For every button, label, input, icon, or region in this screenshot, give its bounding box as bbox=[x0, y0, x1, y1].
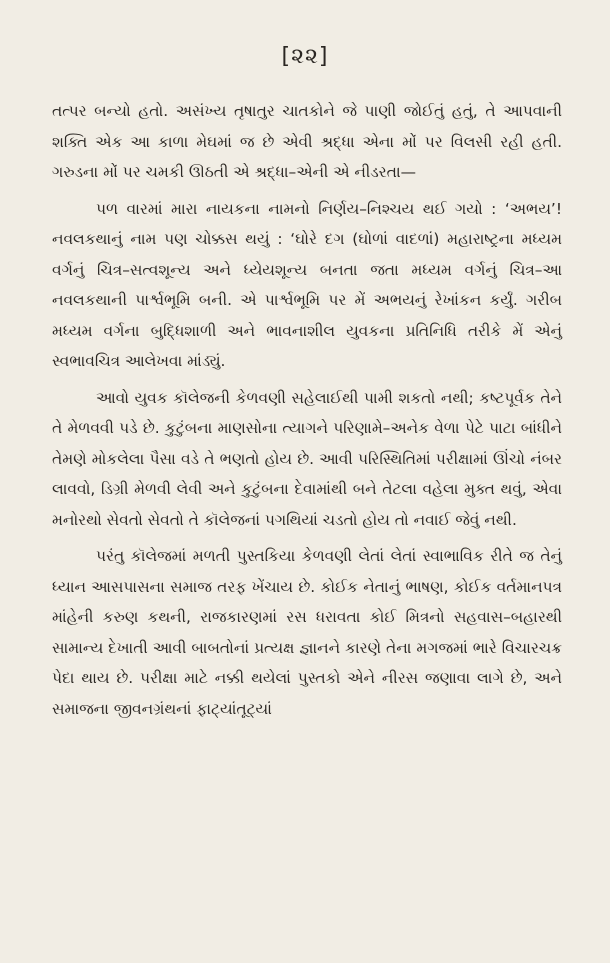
paragraph-4: પરંતુ કૉલેજમાં મળતી પુસ્તકિયા કેળવણી લેતાં લેતાં સ્વાભાવિક રીતે જ તેનું ધ્યાન આસપાસના સમાજ તરફ ખેંચાય છે. કોઈક નેતાનું ભાષણ, કોઈક વર્તમાનપત્ર માંહેની કરુણ કથની, રાજકારણમાં રસ ધરાવતા કોઈ મિત્રનો સહવાસ–બહારથી સામાન્ય દેખાતી આવી બાબતોનાં પ્રત્યક્ષ જ્ઞાનને કારણે તેના મગજમાં ભારે વિચારચક્ર પેદા થાય છે. પરીક્ષા માટે નક્કી થયેલાં પુસ્તકો એને નીરસ જણાવા લાગે છે, અને સમાજના જીવનગ્રંથનાં ફાટ્યાંતૂટ્યાં bbox=[52, 547, 562, 718]
paragraph-1: તત્પર બન્યો હતો. અસંખ્ય તૃષાતુર ચાતકોને જે પાણી જોઈતું હતું, તે આપવાની શક્તિ એક આ કાળા મેઘમાં જ છે એવી શ્રદ્ધા એના મોં પર વિલસી રહી હતી. ગરુડના મોં પર ચમકી ઊઠતી એ શ્રદ્ધા–એની એ નીડરતા— bbox=[52, 102, 562, 181]
body-text bbox=[52, 96, 562, 730]
paragraph-2: પળ વારમાં મારા નાયકના નામનો નિર્ણય–નિશ્ચય થઈ ગયો : ‘અભય’! નવલકથાનું નામ પણ ચોક્કસ થયું : ‘ઘોરે દગ (ઘોળાં વાદળાં) મહારાષ્ટ્રના મધ્યમ વર્ગનું ચિત્ર–સત્વશૂન્ય અને ધ્યેયશૂન્ય બનતા જતા મધ્યમ વર્ગનું ચિત્ર–આ નવલકથાની પાર્શ્વભૂમિ બની. એ પાર્શ્વભૂમિ પર મેં અભયનું રેખાંકન કર્યું. ગરીબ મધ્યમ વર્ગના બુદ્ધિશાળી અને ભાવનાશીલ યુવકના પ્રતિનિધિ તરીકે મેં એનું સ્વભાવચિત્ર આલેખવા માંડ્યું. bbox=[52, 199, 562, 370]
paragraph-3: આવો યુવક કૉલેજની કેળવણી સહેલાઈથી પામી શકતો નથી; કષ્ટપૂર્વક તેને તે મેળવવી પડે છે. કુટુંબના માણસોના ત્યાગને પરિણામે–અનેક વેળા પેટે પાટા બાંધીને તેમણે મોકલેલા પૈસા વડે તે ભણતો હોય છે. આવી પરિસ્થિતિમાં પરીક્ષામાં ઊંચો નંબર લાવવો, ડિગ્રી મેળવી લેવી અને કુટુંબના દેવામાંથી બને તેટલા વહેલા મુક્ત થવું, એવા મનોરથો સેવતો સેવતો તે કૉલેજનાં પગથિયાં ચડતો હોય તો નવાઈ જેવું નથી. bbox=[52, 388, 562, 529]
page-number: [૨૨] bbox=[281, 44, 329, 69]
